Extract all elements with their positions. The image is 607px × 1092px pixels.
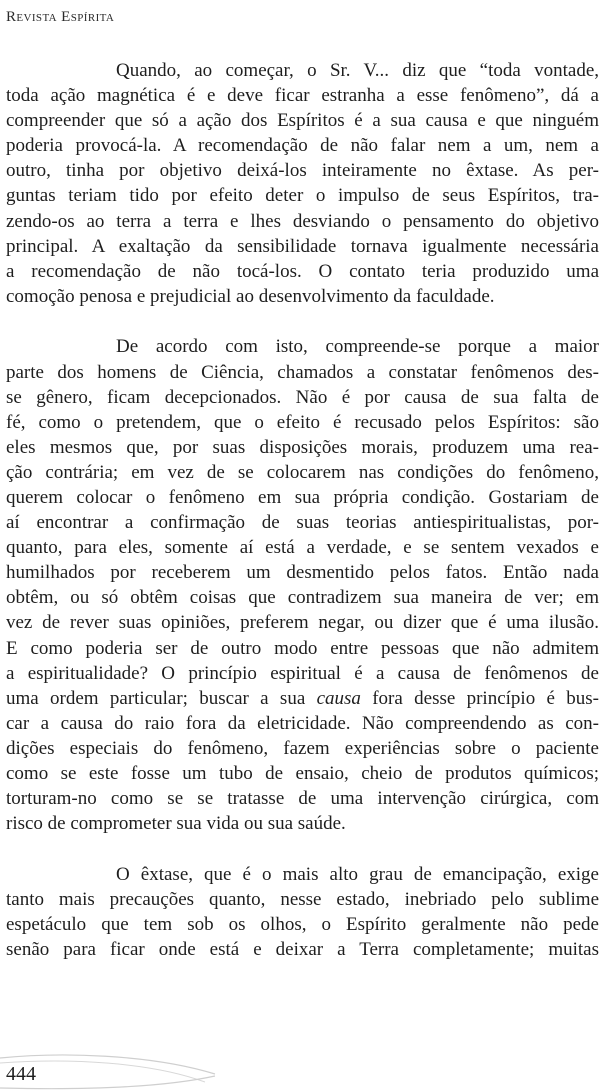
running-head: Revista Espírita (6, 9, 115, 25)
text-line: Quando, ao começar, o Sr. V... diz que “toda vontade, (116, 60, 599, 81)
text-line: torturam-no como se se tratasse de uma intervenção cirúrgica, com (6, 788, 599, 810)
text-line: dições especiais do fenômeno, fazem experiências sobre o paciente (6, 737, 599, 759)
text-line: se gênero, ficam decepcionados. Não é por causa de sua falta de (6, 386, 599, 408)
text-line: parte dos homens de Ciência, chamados a constatar fenômenos des- (6, 361, 599, 383)
text-line: obtêm, ou só obtêm coisas que contradizem sua maneira de ver; em (6, 587, 599, 609)
paragraph-1 (6, 58, 599, 309)
text-line: poderia provocá-la. A recomendação de não falar nem a um, nem a (6, 135, 599, 157)
text-line: aí encontrar a confirmação de suas teorias antiespiritualistas, por- (6, 512, 599, 534)
text-line: principal. A exaltação da sensibilidade tornava igualmente necessária (6, 235, 599, 257)
text-line: outro, tinha por objetivo deixá-los inteiramente no êxtase. As per- (6, 160, 599, 182)
text-line: como se este fosse um tubo de ensaio, cheio de produtos químicos; (6, 763, 599, 785)
text-line: a espiritualidade? O princípio espiritual é a causa de fenômenos de (6, 662, 599, 684)
text-line: ção contrária; em vez de se colocarem nas condições do fenômeno, (6, 461, 599, 483)
text-line: uma ordem particular; buscar a sua causa fora desse princípio é bus- (6, 687, 599, 709)
text-line: compreender que só a ação dos Espíritos é a sua causa e que ninguém (6, 110, 599, 132)
text-line: guntas teriam tido por efeito deter o impulso de seus Espíritos, tra- (6, 185, 599, 207)
text-line: a recomendação de não tocá-los. O contato teria produzido uma (6, 260, 599, 282)
page-number: 444 (6, 1063, 36, 1085)
text-line: De acordo com isto, compreende-se porque a maior (116, 336, 599, 358)
text-line: zendo-os ao terra a terra e lhes desviando o pensamento do objetivo (6, 210, 599, 232)
text-line: espetáculo que tem sob os olhos, o Espírito geralmente não pede (6, 914, 599, 935)
text-line: vez de rever suas opiniões, preferem negar, ou dizer que é uma ilusão. (6, 612, 599, 634)
text-line: querem colocar o fenômeno em sua própria condição. Gostariam de (6, 487, 599, 508)
text-line: eles mesmos que, por suas disposições morais, produzem uma rea- (6, 436, 599, 458)
text-line: comoção penosa e prejudicial ao desenvolvimento da faculdade. (6, 285, 495, 307)
text-line: senão para ficar onde está e deixar a Terra completamente; muitas (6, 939, 599, 961)
text-line: risco de comprometer sua vida ou sua saúde. (6, 813, 346, 835)
text-line: humilhados por receberem um desmentido pelos fatos. Então nada (6, 562, 599, 584)
text-line: quanto, para eles, somente aí está a verdade, e se sentem vexados e (6, 537, 599, 559)
text-line: car a causa do raio fora da eletricidade. Não compreendendo as con- (6, 712, 599, 734)
text-line: E como poderia ser de outro modo entre pessoas que não admitem (6, 637, 599, 659)
paragraph-2 (6, 334, 599, 836)
text-line: O êxtase, que é o mais alto grau de emancipação, exige (116, 863, 599, 885)
text-line: fé, como o pretendem, que o efeito é recusado pelos Espíritos: são (6, 411, 599, 433)
body-text (6, 58, 599, 988)
text-line: tanto mais precauções quanto, nesse estado, inebriado pelo sublime (6, 888, 599, 910)
text-line: toda ação magnética é e deve ficar estranha a esse fenômeno”, dá a (6, 85, 599, 107)
paragraph-3 (6, 862, 599, 962)
italic-word: causa (316, 687, 361, 709)
